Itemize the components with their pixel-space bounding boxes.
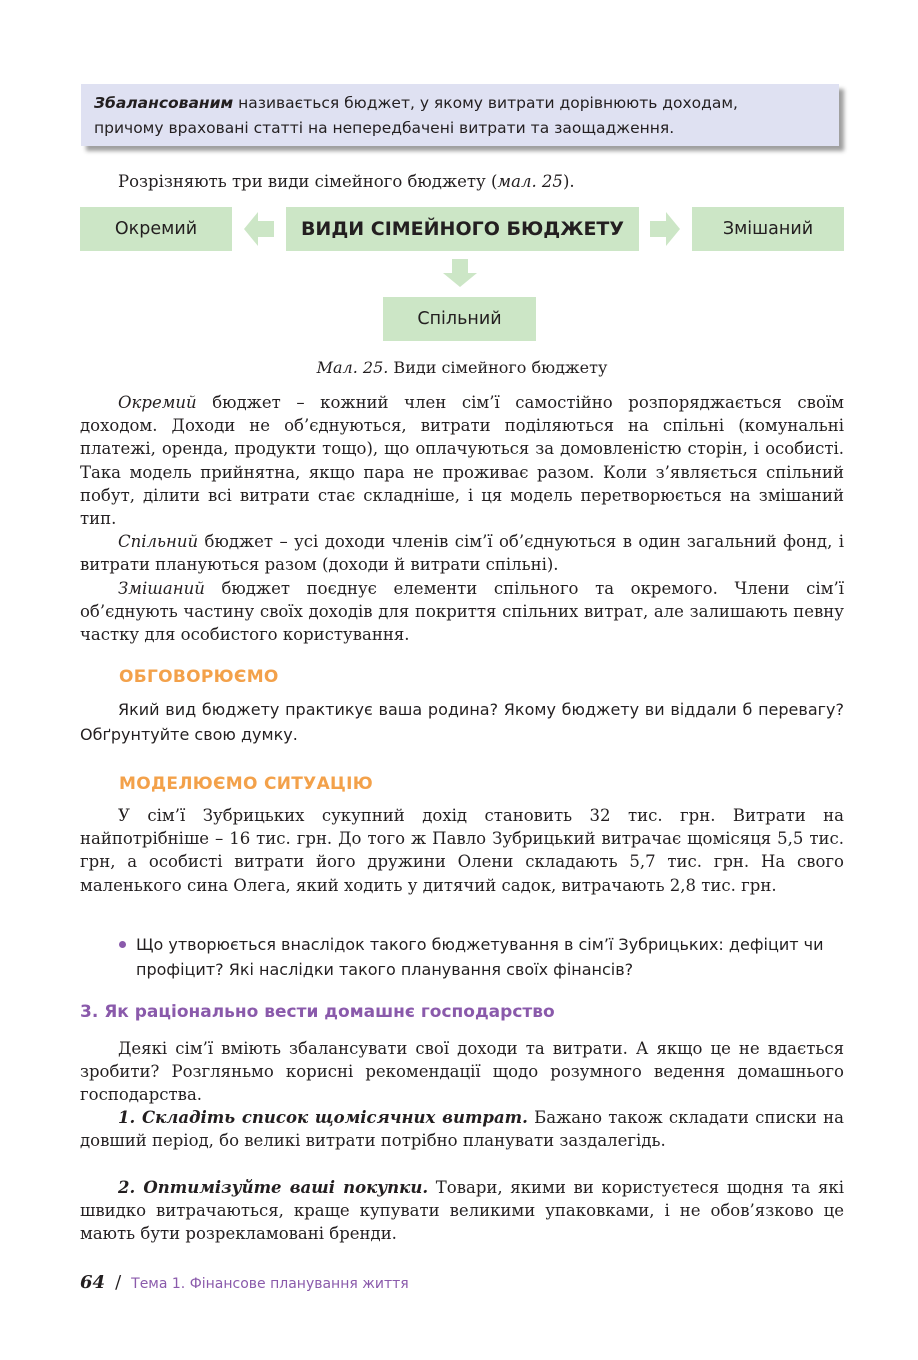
figure-caption <box>80 357 844 379</box>
arrow-down-icon <box>443 259 477 287</box>
diagram-box-left <box>80 207 232 251</box>
intro-end: ). <box>562 172 575 191</box>
bullet-icon <box>119 941 126 948</box>
section-3-heading: 3. Як раціонально вести домашнє господарство <box>80 1002 555 1022</box>
paragraph-okremyi <box>80 391 844 530</box>
intro-paragraph <box>80 170 844 193</box>
caption-label: Мал. 25. <box>316 358 389 377</box>
text-spilnyi: бюджет – усі доходи членів сім’ї об’єднуються в один загальний фонд, і витрати плануються разом (доходи й витрати спільні). <box>80 532 844 575</box>
footer-topic: Тема 1. Фінансове планування життя <box>131 1276 409 1292</box>
diagram-right-label: Змішаний <box>722 219 814 239</box>
text-okremyi: бюджет – кожний член сім’ї самостійно розпоряджається своїм доходом. Доходи не об’єднуються, витрати поділяються на спільні (комунальні платежі, оренда, продукти тощо), що оплачуються за домовленістю сторін, і особисті. Така модель прийнятна, якщо пара не проживає разом. Коли з’являється спільний побут, ділити всі витрати стає складніше, і ця модель перетворюється на змішаний тип. <box>80 393 844 529</box>
diagram-left-label: Окремий <box>114 219 198 239</box>
section-3-intro <box>80 1037 844 1107</box>
term-okremyi: Окремий <box>118 393 197 412</box>
discuss-heading: ОБГОВОРЮЄМО <box>119 667 279 687</box>
page-footer <box>80 1272 409 1293</box>
term-zmishanyi: Змішаний <box>118 579 205 598</box>
paragraph-spilnyi <box>80 530 844 576</box>
definition-line2: причому враховані статті на непередбачені витрати та заощадження. <box>94 119 675 137</box>
discuss-text-content: Який вид бюджету практикує ваша родина? Якому бюджету ви віддали б перевагу? Обґрунтуйте свою думку. <box>80 700 844 744</box>
tip-2-title: 2. Оптимізуйте ваші покупки. <box>118 1178 429 1197</box>
diagram-center-label: ВИДИ СІМЕЙНОГО БЮДЖЕТУ <box>300 218 625 240</box>
model-question: Що утворюється внаслідок такого бюджетування в сім’ї Зубрицьких: дефіцит чи профіцит? Які наслідки такого планування своїх фінансів? <box>136 935 824 979</box>
diagram-box-bottom <box>383 297 536 341</box>
model-text: У сім’ї Зубрицьких сукупний дохід становить 32 тис. грн. Витрати на найпотрібніше – 16 тис. грн. До того ж Павло Зубрицький витрачає щомісяця 5,5 тис. грн, а особисті витрати його дружини Олени складають 5,7 тис. грн. На свого маленького сина Олега, який ходить у дитячий садок, витрачають 2,8 тис. грн. <box>80 806 844 895</box>
definition-text <box>94 91 834 141</box>
discuss-text <box>80 697 844 747</box>
paragraph-zmishanyi <box>80 577 844 647</box>
text-zmishanyi: бюджет поєднує елементи спільного та окремого. Члени сім’ї об’єднують частину своїх доходів для покриття спільних витрат, але залишають певну частку для особистого користування. <box>80 579 844 645</box>
tip-1-title: 1. Складіть список щомісячних витрат. <box>118 1108 528 1127</box>
tip-1 <box>80 1106 844 1152</box>
term-spilnyi: Спільний <box>118 532 199 551</box>
diagram-box-center <box>286 207 639 251</box>
intro-figure-ref: мал. 25 <box>497 172 563 191</box>
definition-term: Збалансованим <box>94 94 234 112</box>
intro-text: Розрізняють три види сімейного бюджету ( <box>118 172 498 191</box>
diagram-box-right <box>692 207 844 251</box>
section-3-intro-text: Деякі сім’ї вміють збалансувати свої доходи та витрати. А якщо це не вдається зробити? Розгляньмо корисні рекомендації щодо розумного ведення домашнього господарства. <box>80 1039 844 1105</box>
page-number: 64 <box>80 1272 106 1293</box>
diagram-bottom-label: Спільний <box>417 309 502 329</box>
arrow-left-icon <box>244 212 274 246</box>
caption-text: Види сімейного бюджету <box>388 358 608 377</box>
tip-2 <box>80 1176 844 1246</box>
model-heading: МОДЕЛЮЄМО СИТУАЦІЮ <box>119 774 373 794</box>
footer-separator: / <box>115 1272 122 1293</box>
definition-line1: називається бюджет, у якому витрати дорівнюють доходам, <box>233 94 738 112</box>
arrow-right-icon <box>650 212 680 246</box>
tip-1-text: Бажано також складати списки на довший період, бо великі витрати потрібно планувати заздалегідь. <box>80 1108 844 1151</box>
model-paragraph <box>80 804 844 897</box>
tip-2-text: Товари, якими ви користуєтеся щодня та які швидко витрачаються, краще купувати великими упаковками, і не обов’язково це мають бути розрекламовані бренди. <box>80 1178 844 1244</box>
